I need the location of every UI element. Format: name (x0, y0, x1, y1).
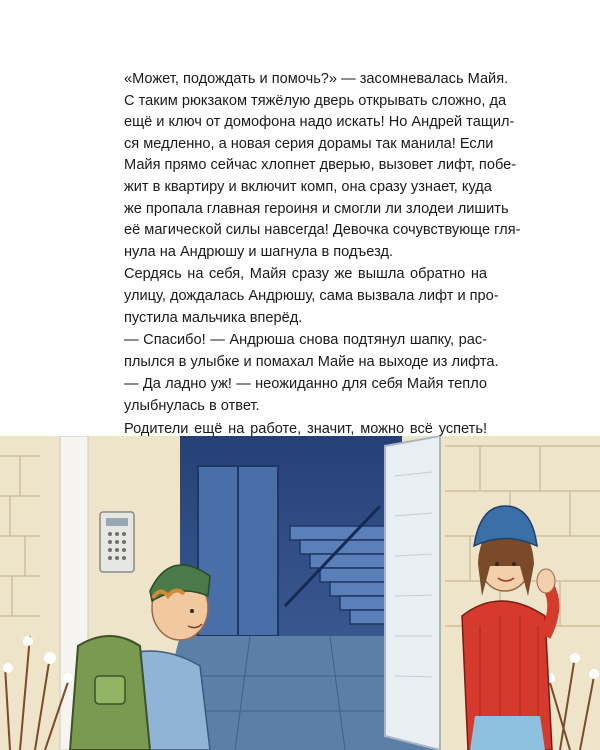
paragraph-3 (104, 330, 499, 373)
entrance-illustration (0, 436, 600, 750)
text-line: С таким рюкзаком тяжёлую дверь открывать сложно, да (124, 92, 507, 109)
boy-eye (190, 609, 194, 613)
paragraph-2 (104, 264, 499, 329)
girl-jeans (470, 716, 545, 750)
text-line: ся медленно, а новая серия дорамы так манила! Если (124, 135, 494, 152)
text-line: Майя прямо сейчас хлопнет дверью, вызовет лифт, побе- (124, 157, 517, 174)
girl-eye (512, 562, 516, 566)
text-line: улыбнулась в ответ. (124, 397, 260, 414)
text-line: пустила мальчика вперёд. (124, 309, 303, 326)
intercom-panel (100, 512, 134, 572)
text-line: «Может, подождать и помочь?» — засомневалась Майя. (124, 71, 509, 87)
story-text (104, 69, 521, 484)
paragraph-4 (104, 374, 487, 417)
open-door (385, 436, 440, 750)
text-line: же пропала главная героиня и смогли ли злодеи лишить (124, 200, 509, 217)
text-line: жит в квартиру и включит комп, она сразу узнает, куда (124, 178, 492, 195)
text-line: ещё и ключ от домофона надо искать! Но Андрей тащил- (124, 114, 515, 131)
girl-eye (495, 562, 499, 566)
text-line: Сердясь на себя, Майя сразу же вышла обратно на (124, 266, 487, 283)
text-line: нула на Андрюшу и шагнула в подъезд. (124, 243, 394, 260)
text-line: — Спасибо! — Андрюша снова подтянул шапку, рас- (124, 332, 487, 349)
backpack-pocket (95, 676, 125, 704)
text-line: её магической силы навсегда! Девочка сочувствующе гля- (124, 222, 521, 239)
text-line: Родители ещё на работе, значит, можно всё успеть! (124, 420, 487, 437)
text-line: улицу, дождалась Андрюшу, сама вызвала лифт и про- (124, 287, 499, 304)
paragraph-1 (104, 69, 521, 263)
waving-hand (537, 569, 555, 593)
text-line: плылся в улыбке и помахал Майе на выходе из лифта. (124, 353, 499, 370)
text-line: — Да ладно уж! — неожиданно для себя Майя тепло (124, 376, 487, 393)
